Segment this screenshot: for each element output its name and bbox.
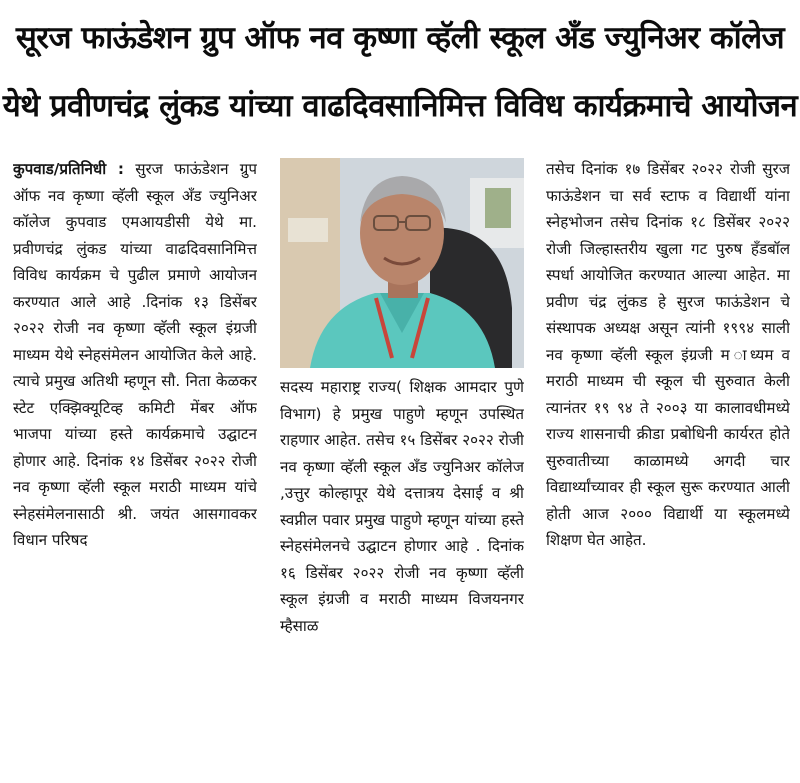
headline-line-2: येथे प्रवीणचंद्र लुंकड यांच्या वाढदिवसानिमित्त विविध कार्यक्रमाचे आयोजन: [2, 88, 798, 124]
portrait-photo: [280, 158, 524, 368]
byline: कुपवाड/प्रतिनिधी :: [13, 160, 124, 178]
article-column-1: [13, 156, 257, 768]
article-column-3: तसेच दिनांक १७ डिसेंबर २०२२ रोजी सुरज फाऊंडेशन चा सर्व स्टाफ व विद्यार्थी यांना स्नेहभोजन तसेच दिनांक १८ डिसेंबर २०२२ रोजी जिल्हास्तरीय खुला गट पुरुष हँडबॉल स्पर्धा आयोजित करण्यात आल्या आहेत. मा प्रवीण चंद्र लुंकड हे सुरज फाऊंडेशन चे संस्थापक अध्यक्ष असून त्यांनी १९९४ साली नव कृष्णा व्हॅली स्कूल इंग्रजी म ाध्यम व मराठी माध्यम ची स्कूल ची सुरुवात केली त्यानंतर १९ ९४ ते २००३ या कालावधीमध्ये राज्य शासनाची क्रीडा प्रबोधिनी कार्यरत होते सुरुवातीच्या काळामध्ये अगदी चार विद्यार्थ्यांच्यावर ही स्कूल सुरू करण्यात आली होती आज २००० विद्यार्थी या स्कूलमध्ये शिक्षण घेत आहेत.: [546, 160, 790, 549]
portrait-photo-icon: [280, 158, 524, 368]
article-column-2: सदस्य महाराष्ट्र राज्य( शिक्षक आमदार पुणे विभाग) हे प्रमुख पाहुणे म्हणून उपस्थित राहणार आहेत. तसेच १५ डिसेंबर २०२२ रोजी नव कृष्णा व्हॅली स्कूल अँड ज्युनिअर कॉलेज ,उत्तुर कोल्हापूर येथे दत्तात्रय देसाई व श्री स्वप्नील पवार प्रमुख पाहुणे म्हणून यांच्या हस्ते स्नेहसंमेलनचे उद्घाटन होणार आहे . दिनांक १६ डिसेंबर २०२२ रोजी नव कृष्णा व्हॅली स्कूल इंग्रजी व मराठी माध्यम विजयनगर म्हैसाळ: [280, 378, 524, 635]
headline-line-1: सूरज फाऊंडेशन ग्रुप ऑफ नव कृष्णा व्हॅली स्कूल अँड ज्युनिअर कॉलेज: [15, 20, 785, 56]
column-1-text: सुरज फाऊंडेशन ग्रुप ऑफ नव कृष्णा व्हॅली स्कूल अँड ज्युनिअर कॉलेज कुपवाड एमआयडीसी येथे मा. प्रवीणचंद्र लुंकड यांच्या वाढदिवसानिमित्त विविध कार्यक्रम चे पुढील प्रमाणे आयोजन करण्यात आले आहे .दिनांक १३ डिसेंबर २०२२ रोजी नव कृष्णा व्हॅली स्कूल इंग्रजी माध्यम येथे स्नेहसंमेलन आयोजित केले आहे. त्याचे प्रमुख अतिथी म्हणून सौ. निता केळकर स्टेट एक्झिक्यूटिव्ह कमिटी मेंबर ऑफ भाजपा यांच्या हस्ते कार्यक्रमाचे उद्घाटन होणार आहे. दिनांक १४ डिसेंबर २०२२ रोजी नव कृष्णा व्हॅली स्कूल मराठी माध्यम यांचे स्नेहसंमेलनासाठी श्री. जयंत आसगावकर विधान परिषद: [13, 160, 257, 549]
